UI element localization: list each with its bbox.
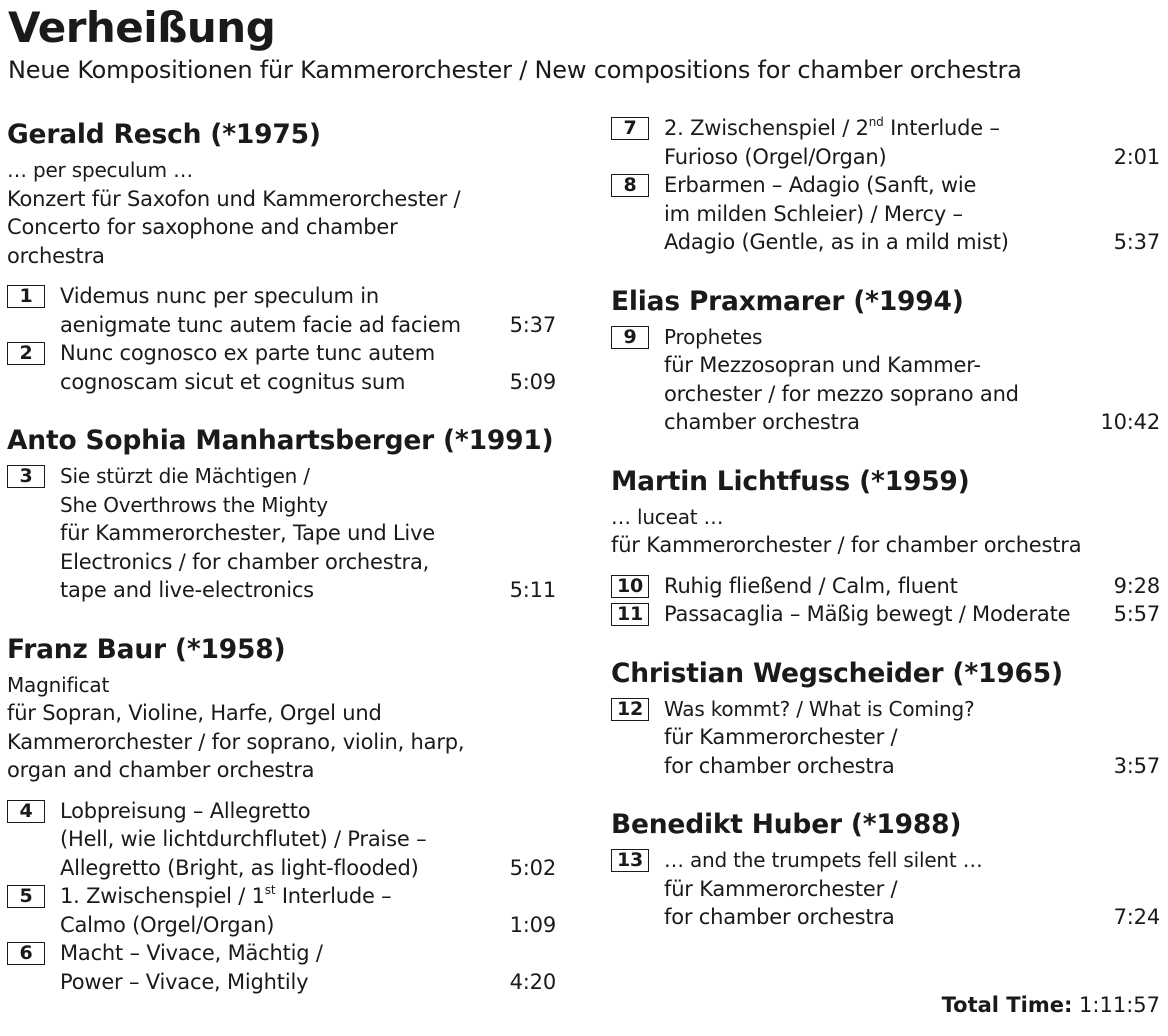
track-text: Passacaglia – Mäßig bewegt / Moderate bbox=[664, 602, 1071, 626]
track-row bbox=[611, 323, 1160, 437]
track-duration: 9:28 bbox=[1113, 573, 1160, 598]
track-duration: 2:01 bbox=[1113, 144, 1160, 169]
track-duration: 4:20 bbox=[509, 969, 556, 994]
track-description bbox=[60, 462, 502, 605]
track-row bbox=[611, 695, 1160, 781]
track-text: Macht – Vivace, Mächtig / Power – Vivace, Mightily bbox=[60, 941, 323, 994]
work-description: Konzert für Saxofon und Kammerorchester / Concerto for saxophone and chamber orchestra bbox=[7, 186, 461, 268]
work-title: … per speculum … bbox=[7, 158, 193, 182]
track-duration: 10:42 bbox=[1100, 410, 1160, 434]
track-row bbox=[611, 846, 1160, 932]
track-title: … and the trumpets fell silent … bbox=[664, 848, 983, 872]
track-row bbox=[7, 939, 556, 996]
track-text: für Mezzosopran und Kammer- orchester / for mezzo soprano and chamber orchestra bbox=[664, 353, 1019, 434]
page-subtitle: Neue Kompositionen für Kammerorchester / New compositions for chamber orchestra bbox=[8, 56, 1022, 84]
track-description bbox=[60, 339, 502, 396]
track-duration: 5:02 bbox=[509, 855, 556, 880]
track-text: Lobpreisung – Allegretto (Hell, wie lichtdurchflutet) / Praise – Allegretto (Bright, as light-flooded) bbox=[60, 798, 427, 880]
composer-section bbox=[7, 422, 556, 605]
track-duration: 3:57 bbox=[1113, 753, 1160, 778]
work-description: für Kammerorchester / for chamber orchestra bbox=[611, 533, 1082, 557]
track-row bbox=[611, 572, 1160, 601]
track-text-part: 2. Zwischenspiel / 2 bbox=[664, 116, 869, 140]
work-intro bbox=[611, 503, 1160, 560]
track-text: für Kammerorchester / for chamber orchestra bbox=[664, 725, 898, 778]
track-title: Sie stürzt die Mächtigen / She Overthrows the Mighty bbox=[60, 464, 328, 517]
track-text: Videmus nunc per speculum in aenigmate tunc autem facie ad faciem bbox=[60, 284, 461, 337]
composer-name: Gerald Resch (*1975) bbox=[7, 119, 321, 150]
work-title: … luceat … bbox=[611, 504, 724, 529]
track-description bbox=[664, 572, 1106, 601]
ordinal-suffix: st bbox=[264, 883, 276, 897]
composer-section bbox=[611, 114, 1160, 257]
track-description bbox=[60, 282, 502, 339]
track-row bbox=[7, 882, 556, 939]
track-title: Was kommt? / What is Coming? bbox=[664, 696, 975, 721]
track-description bbox=[664, 600, 1106, 629]
track-row bbox=[611, 114, 1160, 171]
left-column bbox=[7, 116, 556, 1022]
work-intro bbox=[7, 671, 556, 785]
track-number: 12 bbox=[611, 698, 649, 721]
track-number: 7 bbox=[611, 117, 649, 140]
composer-section bbox=[611, 806, 1160, 932]
composer-section bbox=[7, 631, 556, 997]
track-text: Ruhig fließend / Calm, fluent bbox=[664, 573, 958, 598]
track-description bbox=[60, 882, 502, 939]
track-row bbox=[611, 600, 1160, 629]
total-time-label: Total Time: bbox=[941, 993, 1073, 1017]
track-description bbox=[664, 846, 1106, 932]
track-duration: 5:57 bbox=[1113, 602, 1160, 626]
track-number: 13 bbox=[611, 849, 649, 872]
composer-name: Christian Wegscheider (*1965) bbox=[611, 657, 1063, 689]
page-title: Verheißung bbox=[8, 3, 276, 52]
track-text-part: Interlude – Furioso (Orgel/Organ) bbox=[664, 116, 1000, 169]
track-number: 1 bbox=[7, 285, 45, 308]
ordinal-suffix: nd bbox=[868, 115, 884, 129]
track-text-part: 1. Zwischenspiel / 1 bbox=[60, 884, 265, 908]
track-number: 4 bbox=[7, 800, 45, 823]
track-duration: 5:37 bbox=[509, 312, 556, 337]
composer-name: Franz Baur (*1958) bbox=[7, 633, 286, 665]
track-row bbox=[7, 462, 556, 605]
track-number: 10 bbox=[611, 575, 649, 598]
track-row bbox=[611, 171, 1160, 257]
composer-section bbox=[611, 283, 1160, 437]
track-duration: 1:09 bbox=[509, 912, 556, 937]
track-row bbox=[7, 797, 556, 883]
track-text: Nunc cognosco ex parte tunc autem cognoscam sicut et cognitus sum bbox=[60, 341, 436, 394]
work-title: Magnificat bbox=[7, 672, 110, 697]
track-description bbox=[60, 797, 502, 883]
track-number: 8 bbox=[611, 174, 649, 197]
track-number: 6 bbox=[7, 942, 45, 965]
work-intro bbox=[7, 156, 556, 270]
track-row bbox=[7, 282, 556, 339]
composer-name: Anto Sophia Manhartsberger (*1991) bbox=[7, 425, 554, 456]
track-duration: 5:11 bbox=[509, 578, 556, 602]
total-time bbox=[942, 990, 1160, 1020]
track-description bbox=[60, 939, 502, 996]
track-text: für Kammerorchester / for chamber orchestra bbox=[664, 876, 898, 929]
composer-name: Martin Lichtfuss (*1959) bbox=[611, 465, 970, 497]
track-text: Erbarmen – Adagio (Sanft, wie im milden Schleier) / Mercy – Adagio (Gentle, as in a mild mist) bbox=[664, 173, 1009, 254]
track-number: 3 bbox=[7, 465, 45, 488]
track-description bbox=[664, 323, 1092, 437]
composer-section bbox=[7, 116, 556, 396]
right-column bbox=[611, 116, 1160, 958]
composer-section bbox=[611, 463, 1160, 629]
track-description bbox=[664, 171, 1106, 257]
composer-name: Benedikt Huber (*1988) bbox=[611, 809, 962, 840]
total-time-value: 1:11:57 bbox=[1079, 993, 1160, 1017]
track-text: für Kammerorchester, Tape und Live Electronics / for chamber orchestra, tape and live-electronics bbox=[60, 521, 436, 602]
track-number: 5 bbox=[7, 885, 45, 908]
track-duration: 5:37 bbox=[1113, 230, 1160, 254]
track-number: 11 bbox=[611, 603, 649, 626]
composer-section bbox=[611, 655, 1160, 781]
composer-name: Elias Praxmarer (*1994) bbox=[611, 285, 964, 317]
track-row bbox=[7, 339, 556, 396]
track-number: 2 bbox=[7, 342, 45, 365]
track-description bbox=[664, 695, 1106, 781]
work-description: für Sopran, Violine, Harfe, Orgel und Kammerorchester / for soprano, violin, harp, organ and chamber orchestra bbox=[7, 701, 465, 782]
track-text-part: Interlude – Calmo (Orgel/Organ) bbox=[60, 884, 392, 937]
track-number: 9 bbox=[611, 326, 649, 349]
track-duration: 5:09 bbox=[509, 369, 556, 394]
track-title: Prophetes bbox=[664, 324, 763, 349]
track-duration: 7:24 bbox=[1113, 905, 1160, 929]
track-description bbox=[664, 114, 1106, 171]
